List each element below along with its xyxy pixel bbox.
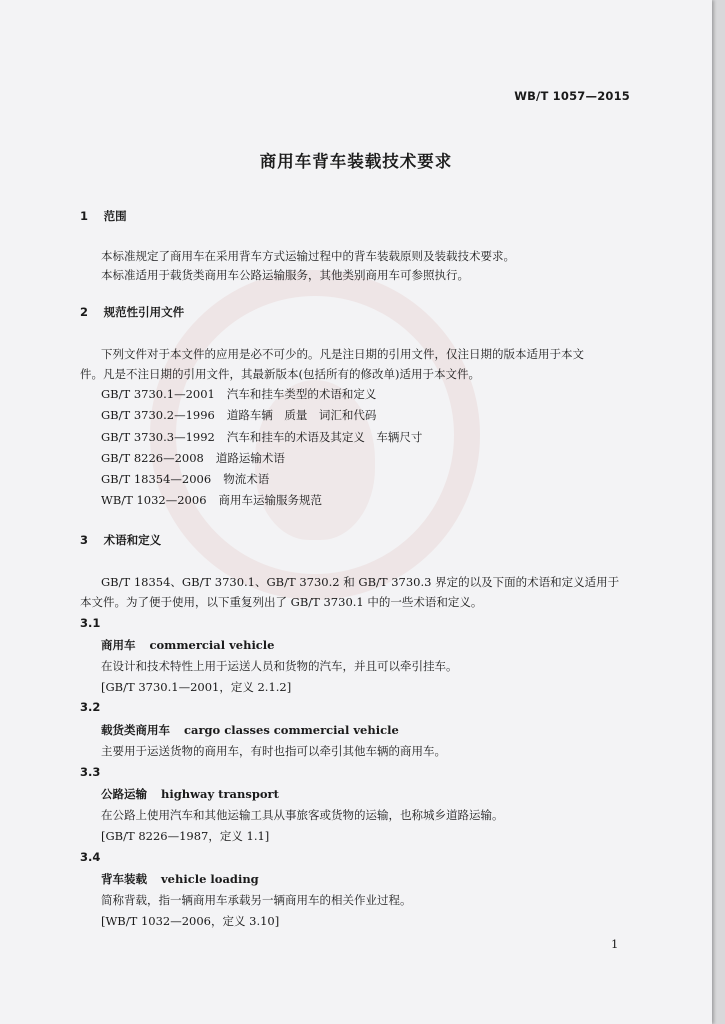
reference-code: GB/T 3730.2—1996	[101, 408, 215, 422]
paragraph: 下列文件对于本文件的应用是必不可少的。凡是注日期的引用文件，仅注日期的版本适用于本文	[101, 347, 584, 361]
term-heading	[101, 637, 275, 653]
section-title: 范围	[103, 209, 127, 223]
term-chinese: 背车装载	[101, 872, 147, 886]
section-1-heading	[80, 208, 127, 224]
reference-item	[101, 429, 422, 445]
paragraph: GB/T 18354、GB/T 3730.1、GB/T 3730.2 和 GB/T 3730.3 界定的以及下面的术语和定义适用于	[101, 575, 620, 589]
term-source: [GB/T 8226—1987，定义 1.1]	[101, 829, 270, 843]
paragraph: 本文件。为了便于使用，以下重复列出了 GB/T 3730.1 中的一些术语和定义。	[80, 595, 483, 609]
standard-code: WB/T 1057—2015	[514, 89, 630, 103]
reference-item	[101, 492, 322, 508]
reference-name: 道路运输术语	[215, 451, 285, 465]
reference-item	[101, 407, 376, 423]
reference-code: WB/T 1032—2006	[101, 493, 207, 507]
term-heading	[101, 722, 399, 738]
reference-code: GB/T 3730.3—1992	[101, 430, 215, 444]
term-english: commercial vehicle	[149, 638, 275, 652]
term-english: vehicle loading	[161, 872, 259, 886]
term-number: 3.1	[80, 616, 101, 630]
term-chinese: 商用车	[101, 638, 136, 652]
term-chinese: 公路运输	[101, 787, 147, 801]
term-definition: 简称背载，指一辆商用车承载另一辆商用车的相关作业过程。	[101, 893, 412, 907]
term-source: [GB/T 3730.1—2001，定义 2.1.2]	[101, 680, 292, 694]
section-2-heading	[80, 304, 184, 320]
document-title: 商用车背车装载技术要求	[259, 152, 453, 171]
term-number: 3.2	[80, 700, 101, 714]
reference-name: 道路车辆 质量 词汇和代码	[226, 408, 377, 422]
section-3-heading	[80, 532, 161, 548]
term-definition: 主要用于运送货物的商用车，有时也指可以牵引其他车辆的商用车。	[101, 744, 446, 758]
reference-code: GB/T 18354—2006	[101, 472, 212, 486]
reference-code: GB/T 3730.1—2001	[101, 387, 215, 401]
term-heading	[101, 786, 279, 802]
term-number: 3.3	[80, 765, 101, 779]
reference-name: 商用车运输服务规范	[218, 493, 323, 507]
page-number: 1	[611, 937, 619, 951]
section-title: 术语和定义	[103, 533, 162, 547]
reference-item	[101, 450, 285, 466]
term-definition: 在公路上使用汽车和其他运输工具从事旅客或货物的运输，也称城乡道路运输。	[101, 808, 504, 822]
section-number: 1	[80, 209, 89, 223]
section-number: 2	[80, 305, 89, 319]
term-heading	[101, 871, 259, 887]
reference-name: 汽车和挂车类型的术语和定义	[226, 387, 377, 401]
reference-item	[101, 471, 269, 487]
term-definition: 在设计和技术特性上用于运送人员和货物的汽车，并且可以牵引挂车。	[101, 659, 458, 673]
term-english: cargo classes commercial vehicle	[184, 723, 399, 737]
paragraph: 本标准适用于载货类商用车公路运输服务，其他类别商用车可参照执行。	[101, 268, 469, 282]
section-title: 规范性引用文件	[103, 305, 185, 319]
reference-name: 物流术语	[223, 472, 270, 486]
section-number: 3	[80, 533, 89, 547]
term-english: highway transport	[161, 787, 279, 801]
term-source: [WB/T 1032—2006，定义 3.10]	[101, 914, 280, 928]
reference-item	[101, 386, 376, 402]
paragraph: 件。凡是不注日期的引用文件，其最新版本(包括所有的修改单)适用于本文件。	[80, 367, 480, 381]
term-number: 3.4	[80, 850, 101, 864]
paragraph: 本标准规定了商用车在采用背车方式运输过程中的背车装载原则及装载技术要求。	[101, 249, 515, 263]
reference-name: 汽车和挂车的术语及其定义 车辆尺寸	[226, 430, 423, 444]
term-chinese: 载货类商用车	[101, 723, 170, 737]
reference-code: GB/T 8226—2008	[101, 451, 204, 465]
